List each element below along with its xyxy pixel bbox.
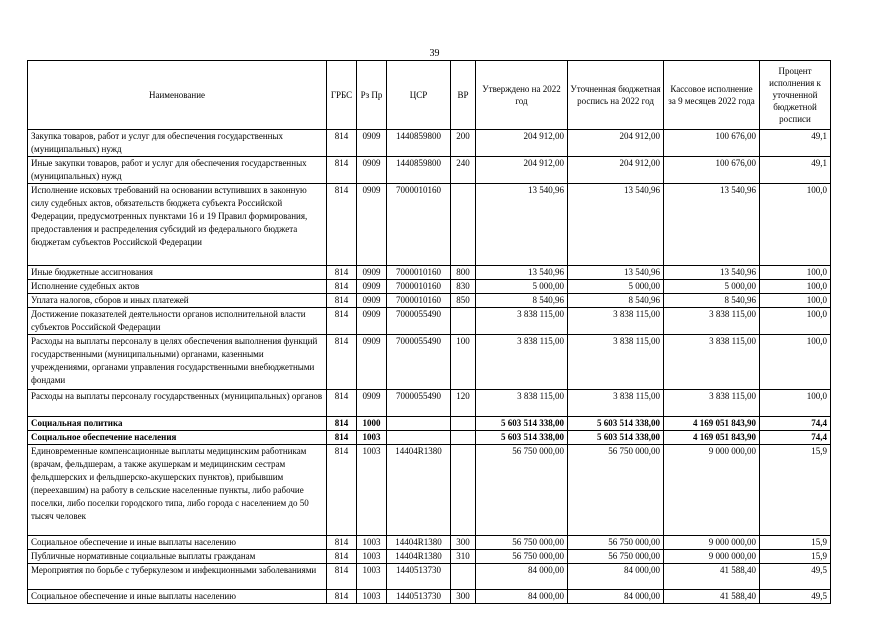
cell-approved: 56 750 000,00 — [476, 445, 568, 536]
cell-csr: 14404R1380 — [387, 550, 451, 564]
col-header-approved: Утверждено на 2022 год — [476, 61, 568, 130]
cell-vr: 310 — [451, 550, 476, 564]
cell-vr — [451, 564, 476, 590]
cell-csr: 1440513730 — [387, 564, 451, 590]
cell-csr: 7000010160 — [387, 280, 451, 294]
cell-rzpr: 1003 — [357, 550, 387, 564]
cell-name: Достижение показателей деятельности органов исполнительной власти субъектов Российской Федерации — [28, 308, 327, 335]
table-row — [28, 266, 831, 280]
table-row — [28, 184, 831, 266]
cell-csr — [387, 417, 451, 431]
cell-refined: 84 000,00 — [568, 564, 664, 590]
cell-name: Уплата налогов, сборов и иных платежей — [28, 294, 327, 308]
cell-percent: 49,1 — [760, 157, 831, 184]
cell-percent: 100,0 — [760, 184, 831, 266]
cell-cash: 13 540,96 — [664, 184, 760, 266]
cell-grbs: 814 — [327, 536, 357, 550]
cell-percent: 100,0 — [760, 308, 831, 335]
cell-percent: 74,4 — [760, 431, 831, 445]
cell-cash: 4 169 051 843,90 — [664, 431, 760, 445]
col-header-rzpr: Рз Пр — [357, 61, 387, 130]
cell-grbs: 814 — [327, 590, 357, 604]
cell-rzpr: 0909 — [357, 266, 387, 280]
cell-percent: 15,9 — [760, 550, 831, 564]
cell-grbs: 814 — [327, 390, 357, 417]
cell-rzpr: 1003 — [357, 431, 387, 445]
cell-vr — [451, 308, 476, 335]
cell-rzpr: 0909 — [357, 280, 387, 294]
cell-percent: 100,0 — [760, 294, 831, 308]
table-row — [28, 335, 831, 390]
cell-percent: 15,9 — [760, 536, 831, 550]
cell-percent: 49,5 — [760, 590, 831, 604]
cell-refined: 84 000,00 — [568, 590, 664, 604]
cell-rzpr: 0909 — [357, 130, 387, 157]
cell-csr: 7000055490 — [387, 335, 451, 390]
cell-grbs: 814 — [327, 266, 357, 280]
cell-name: Расходы на выплаты персоналу в целях обеспечения выполнения функций государственными (муниципальными) органами, казенными учреждениями, органами управления государственными внебюджетными фондами — [28, 335, 327, 390]
page-number: 39 — [429, 48, 440, 59]
cell-csr: 7000010160 — [387, 266, 451, 280]
table-row — [28, 445, 831, 536]
cell-refined: 5 000,00 — [568, 280, 664, 294]
table-row — [28, 536, 831, 550]
cell-rzpr: 0909 — [357, 184, 387, 266]
cell-grbs: 814 — [327, 335, 357, 390]
cell-rzpr: 1003 — [357, 536, 387, 550]
cell-refined: 13 540,96 — [568, 184, 664, 266]
cell-name: Социальное обеспечение и иные выплаты населению — [28, 590, 327, 604]
cell-csr: 14404R1380 — [387, 445, 451, 536]
cell-approved: 8 540,96 — [476, 294, 568, 308]
cell-approved: 204 912,00 — [476, 130, 568, 157]
cell-name: Исполнение судебных актов — [28, 280, 327, 294]
cell-grbs: 814 — [327, 294, 357, 308]
cell-name: Социальное обеспечение и иные выплаты населению — [28, 536, 327, 550]
cell-csr: 14404R1380 — [387, 536, 451, 550]
table-row — [28, 550, 831, 564]
cell-name: Мероприятия по борьбе с туберкулезом и инфекционными заболеваниями — [28, 564, 327, 590]
cell-cash: 3 838 115,00 — [664, 308, 760, 335]
cell-grbs: 814 — [327, 157, 357, 184]
cell-percent: 100,0 — [760, 280, 831, 294]
cell-percent: 15,9 — [760, 445, 831, 536]
header-row — [28, 61, 831, 130]
cell-cash: 100 676,00 — [664, 157, 760, 184]
cell-approved: 84 000,00 — [476, 564, 568, 590]
cell-name: Иные бюджетные ассигнования — [28, 266, 327, 280]
cell-grbs: 814 — [327, 308, 357, 335]
cell-csr: 7000055490 — [387, 308, 451, 335]
col-header-refined: Уточненная бюджетная роспись на 2022 год — [568, 61, 664, 130]
cell-name: Иные закупки товаров, работ и услуг для обеспечения государственных (муниципальных) нужд — [28, 157, 327, 184]
cell-rzpr: 1003 — [357, 590, 387, 604]
cell-approved: 5 603 514 338,00 — [476, 417, 568, 431]
cell-refined: 56 750 000,00 — [568, 445, 664, 536]
cell-cash: 4 169 051 843,90 — [664, 417, 760, 431]
cell-grbs: 814 — [327, 431, 357, 445]
cell-vr: 100 — [451, 335, 476, 390]
cell-grbs: 814 — [327, 445, 357, 536]
cell-csr: 7000055490 — [387, 390, 451, 417]
col-header-csr: ЦСР — [387, 61, 451, 130]
cell-cash: 3 838 115,00 — [664, 335, 760, 390]
table-row — [28, 590, 831, 604]
cell-cash: 3 838 115,00 — [664, 390, 760, 417]
cell-approved: 5 000,00 — [476, 280, 568, 294]
cell-cash: 41 588,40 — [664, 564, 760, 590]
cell-name: Социальное обеспечение населения — [28, 431, 327, 445]
cell-grbs: 814 — [327, 550, 357, 564]
cell-rzpr: 0909 — [357, 390, 387, 417]
cell-vr — [451, 417, 476, 431]
col-header-vr: ВР — [451, 61, 476, 130]
cell-name: Расходы на выплаты персоналу государственных (муниципальных) органов — [28, 390, 327, 417]
cell-percent: 49,5 — [760, 564, 831, 590]
cell-cash: 5 000,00 — [664, 280, 760, 294]
cell-grbs: 814 — [327, 184, 357, 266]
cell-rzpr: 0909 — [357, 157, 387, 184]
table-row — [28, 390, 831, 417]
cell-refined: 8 540,96 — [568, 294, 664, 308]
cell-refined: 3 838 115,00 — [568, 390, 664, 417]
cell-approved: 13 540,96 — [476, 184, 568, 266]
cell-csr: 7000010160 — [387, 294, 451, 308]
cell-csr — [387, 431, 451, 445]
cell-rzpr: 1003 — [357, 445, 387, 536]
cell-refined: 13 540,96 — [568, 266, 664, 280]
cell-rzpr: 0909 — [357, 335, 387, 390]
cell-name: Публичные нормативные социальные выплаты гражданам — [28, 550, 327, 564]
table-row — [28, 130, 831, 157]
cell-refined: 204 912,00 — [568, 130, 664, 157]
cell-vr: 300 — [451, 536, 476, 550]
cell-approved: 56 750 000,00 — [476, 550, 568, 564]
cell-percent: 100,0 — [760, 335, 831, 390]
cell-approved: 84 000,00 — [476, 590, 568, 604]
budget-table — [27, 60, 831, 604]
cell-csr: 7000010160 — [387, 184, 451, 266]
table-row — [28, 417, 831, 431]
cell-vr: 200 — [451, 130, 476, 157]
cell-cash: 9 000 000,00 — [664, 536, 760, 550]
cell-vr — [451, 445, 476, 536]
cell-cash: 41 588,40 — [664, 590, 760, 604]
cell-approved: 3 838 115,00 — [476, 335, 568, 390]
cell-rzpr: 0909 — [357, 308, 387, 335]
table-row — [28, 431, 831, 445]
cell-vr — [451, 184, 476, 266]
col-header-grbs: ГРБС — [327, 61, 357, 130]
table-row — [28, 280, 831, 294]
cell-refined: 3 838 115,00 — [568, 335, 664, 390]
cell-name: Закупка товаров, работ и услуг для обеспечения государственных (муниципальных) нужд — [28, 130, 327, 157]
cell-csr: 1440859800 — [387, 157, 451, 184]
cell-csr: 1440513730 — [387, 590, 451, 604]
cell-cash: 13 540,96 — [664, 266, 760, 280]
cell-vr: 240 — [451, 157, 476, 184]
cell-approved: 56 750 000,00 — [476, 536, 568, 550]
cell-grbs: 814 — [327, 280, 357, 294]
cell-rzpr: 1003 — [357, 564, 387, 590]
cell-refined: 56 750 000,00 — [568, 536, 664, 550]
cell-cash: 9 000 000,00 — [664, 445, 760, 536]
table-row — [28, 564, 831, 590]
col-header-name: Наименование — [28, 61, 327, 130]
cell-vr: 120 — [451, 390, 476, 417]
cell-approved: 5 603 514 338,00 — [476, 431, 568, 445]
cell-approved: 3 838 115,00 — [476, 390, 568, 417]
cell-vr: 800 — [451, 266, 476, 280]
cell-vr: 850 — [451, 294, 476, 308]
table-row — [28, 294, 831, 308]
cell-vr — [451, 431, 476, 445]
cell-refined: 3 838 115,00 — [568, 308, 664, 335]
cell-cash: 8 540,96 — [664, 294, 760, 308]
cell-refined: 204 912,00 — [568, 157, 664, 184]
cell-grbs: 814 — [327, 130, 357, 157]
cell-approved: 3 838 115,00 — [476, 308, 568, 335]
cell-rzpr: 1000 — [357, 417, 387, 431]
col-header-cash: Кассовое исполнение за 9 месяцев 2022 года — [664, 61, 760, 130]
cell-cash: 100 676,00 — [664, 130, 760, 157]
cell-approved: 204 912,00 — [476, 157, 568, 184]
cell-refined: 5 603 514 338,00 — [568, 417, 664, 431]
cell-name: Единовременные компенсационные выплаты медицинским работникам (врачам, фельдшерам, а также акушеркам и медицинским сестрам фельдшерских и фельдшерско-акушерских пунктов), прибывшим (переехавшим) на работу в сельские населенные пункты, либо рабочие поселки, либо поселки городского типа, либо города с населением до 50 тысяч человек — [28, 445, 327, 536]
cell-cash: 9 000 000,00 — [664, 550, 760, 564]
cell-name: Социальная политика — [28, 417, 327, 431]
cell-approved: 13 540,96 — [476, 266, 568, 280]
col-header-percent: Процент исполнения к уточненной бюджетной росписи — [760, 61, 831, 130]
table-row — [28, 157, 831, 184]
cell-grbs: 814 — [327, 564, 357, 590]
table-row — [28, 308, 831, 335]
cell-refined: 5 603 514 338,00 — [568, 431, 664, 445]
cell-vr: 830 — [451, 280, 476, 294]
cell-vr: 300 — [451, 590, 476, 604]
cell-percent: 74,4 — [760, 417, 831, 431]
cell-refined: 56 750 000,00 — [568, 550, 664, 564]
cell-percent: 100,0 — [760, 390, 831, 417]
cell-percent: 100,0 — [760, 266, 831, 280]
cell-csr: 1440859800 — [387, 130, 451, 157]
cell-grbs: 814 — [327, 417, 357, 431]
cell-name: Исполнение исковых требований на основании вступивших в законную силу судебных актов, обязательств бюджета субъекта Российской Федерации, предусмотренных пунктами 16 и 19 Правил формирования, предоставления и распределения субсидий из федерального бюджета бюджетам субъектов Российской Федерации — [28, 184, 327, 266]
cell-percent: 49,1 — [760, 130, 831, 157]
cell-rzpr: 0909 — [357, 294, 387, 308]
